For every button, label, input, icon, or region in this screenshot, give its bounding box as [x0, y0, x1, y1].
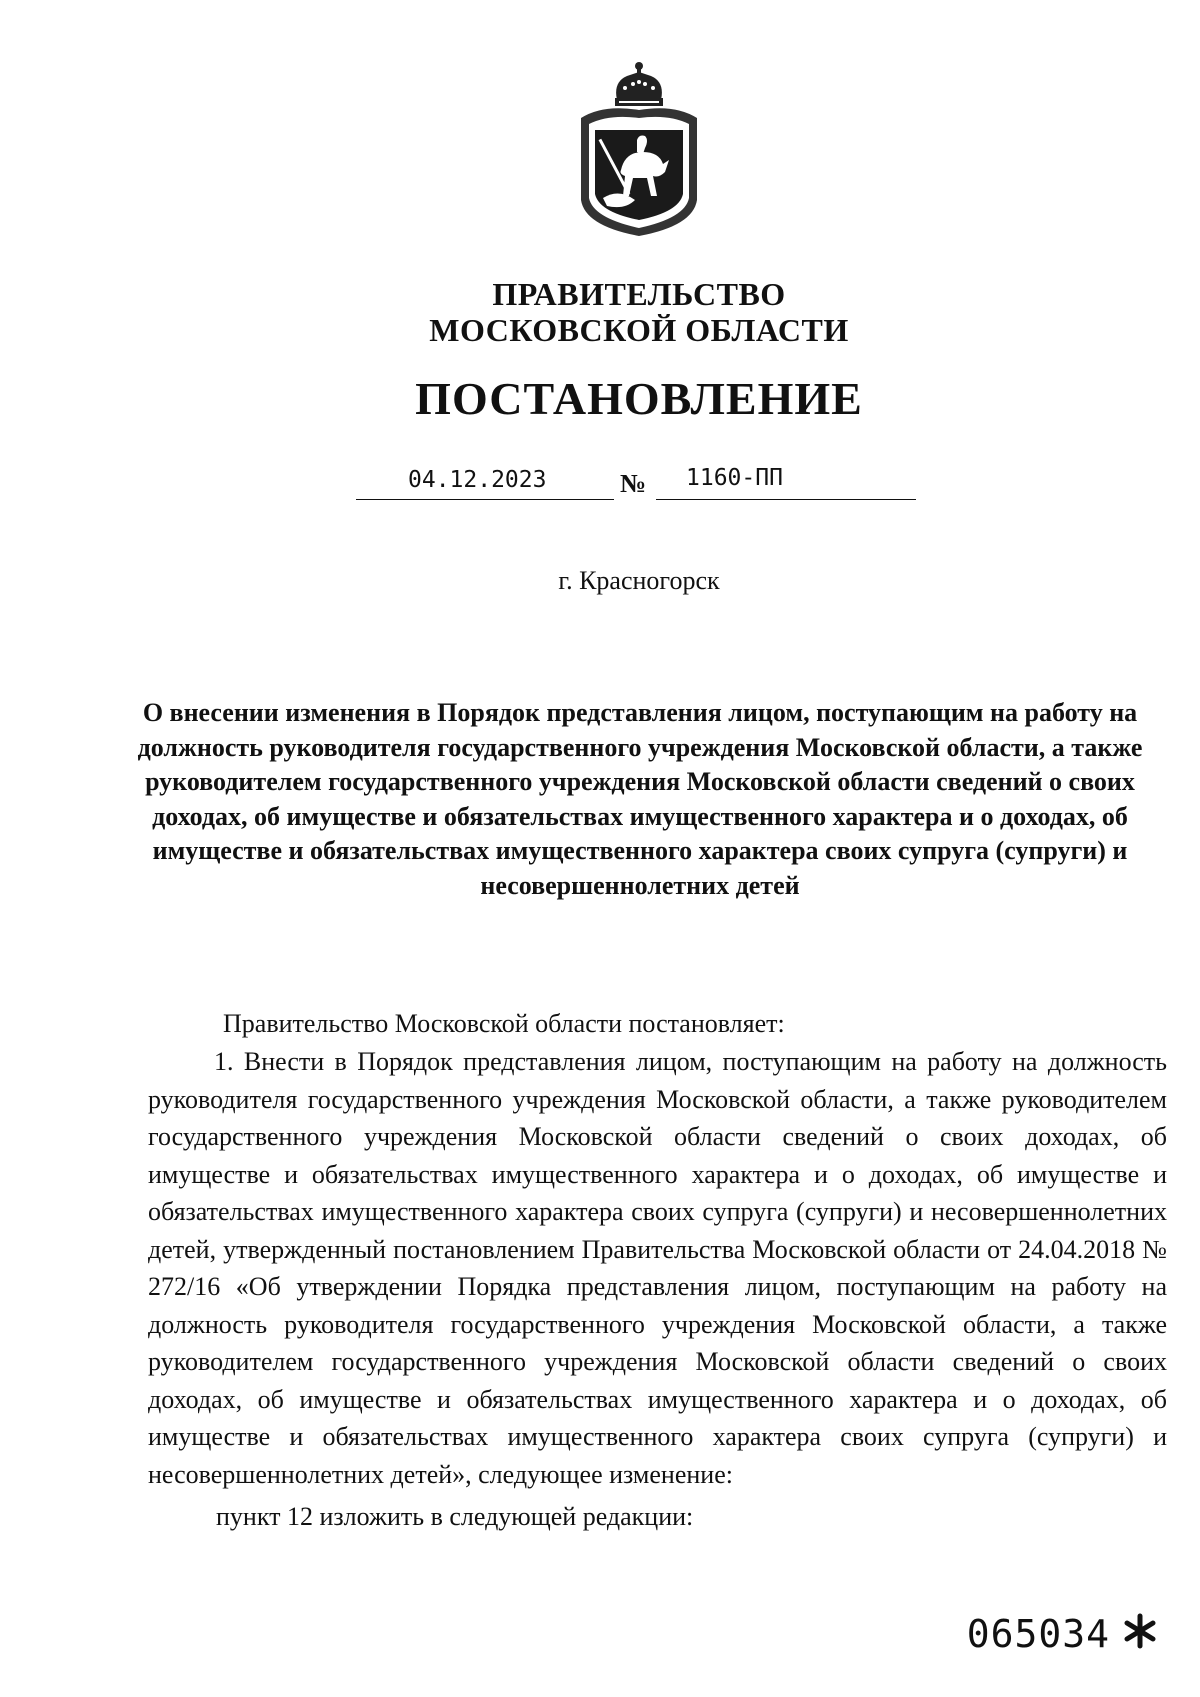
number-underline — [656, 499, 916, 500]
body-intro: Правительство Московской области постановляет: — [223, 1009, 785, 1038]
organization-name-line2: МОСКОВСКОЙ ОБЛАСТИ — [429, 312, 849, 348]
document-number: 1160-ПП — [686, 465, 783, 491]
body-paragraph-2: пункт 12 изложить в следующей редакции: — [216, 1502, 694, 1531]
coat-of-arms-icon — [573, 60, 705, 238]
date-underline — [356, 499, 614, 500]
date-number-row — [356, 463, 916, 503]
body-paragraph-1: 1. Внести в Порядок представления лицом, поступающим на работу на должность руководителя государственного учреждения Московской области, а также руководителем государственного учреждения Московской области сведений о своих доходах, об имуществе и обязательствах имущественного характера и о доходах, об имуществе и обязательствах имущественного характера своих супруга (супруги) и несовершеннолетних детей, утвержденный постановлением Правительства Московской области от 24.04.2018 № 272/16 «Об утверждении Порядка представления лицом, поступающим на работу на должность руководителя государственного учреждения Московской области, а также руководителем государственного учреждения Московской области сведений о своих доходах, об имуществе и обязательствах имущественного характера и о доходах, об имуществе и обязательствах имущественного характера своих супруга (супруги) и несовершеннолетних детей», следующее изменение: — [148, 1047, 1167, 1489]
document-city: г. Красногорск — [558, 566, 720, 595]
asterisk-icon — [1120, 1608, 1160, 1654]
document-serial-code: 065034 — [966, 1612, 1110, 1656]
document-type-title: ПОСТАНОВЛЕНИЕ — [415, 373, 863, 424]
number-sign: № — [620, 469, 647, 498]
document-subject: О внесении изменения в Порядок представления лицом, поступающим на работу на должность руководителя государственного учреждения Московской области, а также руководителем государственного учреждения Московской области сведений о своих доходах, об имуществе и обязательствах имущественного характера и о доходах, об имуществе и обязательствах имущественного характера своих супруга (супруги) и несовершеннолетних детей — [137, 698, 1143, 900]
document-date: 04.12.2023 — [408, 467, 547, 493]
organization-name-line1: ПРАВИТЕЛЬСТВО — [492, 276, 786, 312]
